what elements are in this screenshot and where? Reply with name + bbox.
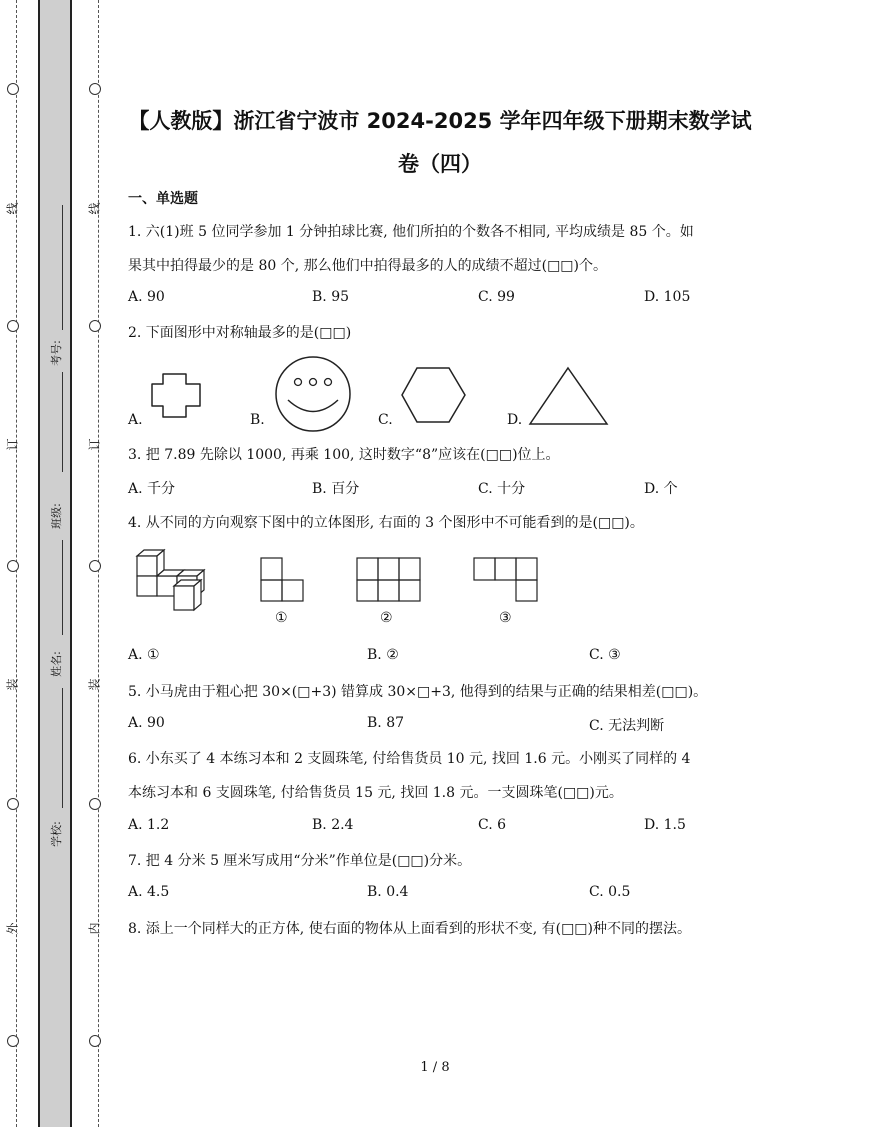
margin-char: 外: [5, 922, 20, 935]
binding-hole: [89, 320, 101, 332]
option-b[interactable]: B. 95: [312, 289, 350, 305]
binding-hole: [7, 798, 19, 810]
binding-band: [38, 0, 72, 1127]
question-6-cont: 本练习本和 6 支圆珠笔, 付给售货员 15 元, 找回 1.8 元。一支圆珠笔(□□)元。: [128, 785, 623, 801]
option-c[interactable]: C. 99: [478, 289, 515, 305]
margin-char: 内: [87, 922, 102, 935]
name-label: 姓名:: [50, 651, 63, 677]
binding-hole: [89, 798, 101, 810]
margin-char: 线: [5, 202, 20, 215]
option-a[interactable]: A. 1.2: [128, 817, 170, 833]
margin-char: 装: [5, 678, 20, 691]
exam-title-line1: 【人教版】浙江省宁波市 2024-2025 学年四年级下册期末数学试: [128, 109, 752, 133]
option-b[interactable]: B. 2.4: [312, 817, 354, 833]
option-c[interactable]: C. 6: [478, 817, 507, 833]
exam-number-label: 考号:: [50, 340, 63, 366]
question-8: 8. 添上一个同样大的正方体, 使右面的物体从上面看到的形状不变, 有(□□)种不同的摆法。: [128, 921, 691, 937]
exam-number-line[interactable]: [62, 372, 63, 472]
binding-hole: [7, 320, 19, 332]
question-2: 2. 下面图形中对称轴最多的是(□□): [128, 325, 352, 341]
question-6: 6. 小东买了 4 本练习本和 2 支圆珠笔, 付给售货员 10 元, 找回 1.6 元。小刚买了同样的 4: [128, 751, 691, 767]
name-line[interactable]: [62, 688, 63, 808]
option-a[interactable]: A.: [128, 412, 143, 428]
cross-shape-icon: [150, 372, 210, 422]
option-d[interactable]: D. 1.5: [644, 817, 686, 833]
option-d[interactable]: D. 个: [644, 481, 678, 497]
margin-char: 装: [87, 678, 102, 691]
option-b[interactable]: B. 0.4: [367, 884, 409, 900]
option-b[interactable]: B. 87: [367, 715, 405, 731]
class-line[interactable]: [62, 540, 63, 635]
section-heading: 一、单选题: [128, 191, 198, 207]
binding-margin: [0, 0, 110, 1127]
triangle-shape-icon: [528, 366, 610, 428]
option-d[interactable]: D.: [507, 412, 523, 428]
question-5: 5. 小马虎由于粗心把 30×(□+3) 错算成 30×□+3, 他得到的结果与正确的结果相差(□□)。: [128, 684, 708, 700]
class-label: 班级:: [50, 503, 63, 529]
page-number: 1 / 8: [420, 1060, 450, 1075]
school-label: 学校:: [50, 821, 63, 847]
option-a[interactable]: A. ①: [128, 647, 160, 663]
option-a[interactable]: A. 90: [128, 715, 165, 731]
margin-char: 订: [5, 438, 20, 451]
view-figure-3: [473, 556, 539, 604]
binding-hole: [7, 1035, 19, 1047]
margin-char: 线: [87, 202, 102, 215]
option-c[interactable]: C. 0.5: [589, 884, 631, 900]
option-c[interactable]: C. 无法判断: [589, 718, 665, 734]
question-7: 7. 把 4 分米 5 厘米写成用“分米”作单位是(□□)分米。: [128, 853, 472, 869]
view-figure-1: [260, 556, 305, 604]
binding-hole: [89, 83, 101, 95]
binding-hole: [89, 1035, 101, 1047]
figure-label-1: ①: [275, 610, 288, 626]
binding-hole: [89, 560, 101, 572]
option-a[interactable]: A. 4.5: [128, 884, 170, 900]
question-4: 4. 从不同的方向观察下图中的立体图形, 右面的 3 个图形中不可能看到的是(□□)。: [128, 515, 644, 531]
hexagon-shape-icon: [400, 365, 470, 425]
exam-title-line2: 卷（四）: [398, 152, 482, 176]
smiley-face-icon: [274, 355, 354, 435]
option-a[interactable]: A. 千分: [128, 481, 176, 497]
view-figure-2: [356, 556, 422, 604]
figure-label-2: ②: [380, 610, 393, 626]
binding-hole: [7, 83, 19, 95]
option-b[interactable]: B. 百分: [312, 481, 360, 497]
question-1-cont: 果其中拍得最少的是 80 个, 那么他们中拍得最多的人的成绩不超过(□□)个。: [128, 258, 607, 274]
option-d[interactable]: D. 105: [644, 289, 691, 305]
option-c[interactable]: C.: [378, 412, 393, 428]
figure-label-3: ③: [499, 610, 512, 626]
binding-hole: [7, 560, 19, 572]
option-c[interactable]: C. ③: [589, 647, 621, 663]
exam-number-line[interactable]: [62, 205, 63, 330]
margin-char: 订: [87, 438, 102, 451]
option-b[interactable]: B.: [250, 412, 265, 428]
option-b[interactable]: B. ②: [367, 647, 399, 663]
cube-solid-figure: [134, 548, 214, 616]
option-a[interactable]: A. 90: [128, 289, 165, 305]
question-1: 1. 六(1)班 5 位同学参加 1 分钟拍球比赛, 他们所拍的个数各不相同, 平均成绩是 85 个。如: [128, 224, 694, 240]
question-3: 3. 把 7.89 先除以 1000, 再乘 100, 这时数字“8”应该在(□□)位上。: [128, 447, 560, 463]
option-c[interactable]: C. 十分: [478, 481, 526, 497]
